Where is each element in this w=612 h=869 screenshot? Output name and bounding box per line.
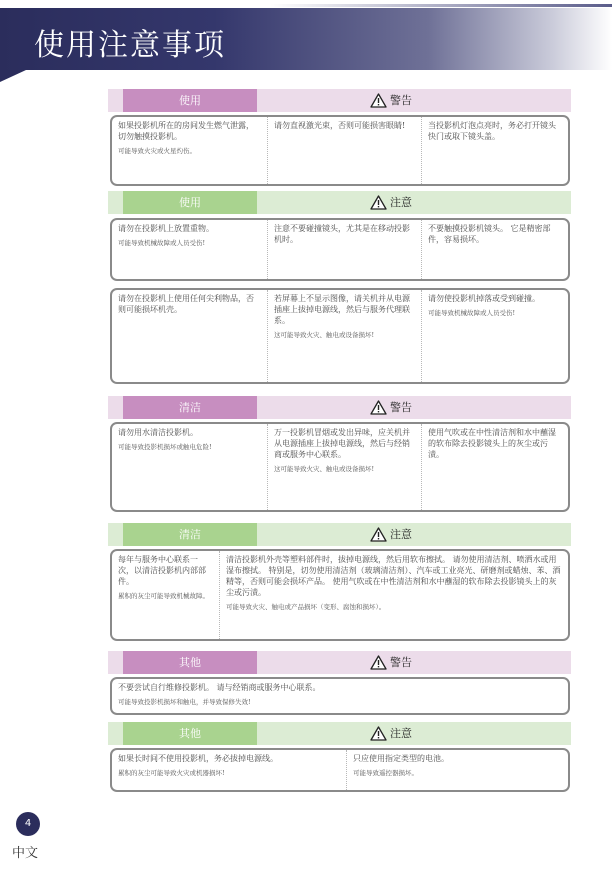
category-label: 使用	[123, 89, 257, 112]
section-use-warning	[108, 89, 571, 155]
warning-triangle-icon	[370, 93, 387, 108]
warning-triangle-icon	[370, 195, 387, 210]
section-bar	[108, 523, 571, 546]
page-number-badge	[16, 812, 40, 836]
notice-box	[110, 549, 570, 641]
notice-cell: 不要触摸投影机镜头。 它是精密部件，容易损坏。	[421, 220, 568, 279]
notice-box	[110, 677, 570, 715]
page-title: 使用注意事项	[34, 28, 226, 63]
level-label: 注意	[370, 722, 412, 745]
notice-cell: 只应使用指定类型的电池。 可能导致遥控器损坏。	[346, 750, 568, 790]
notice-cell: 请勿使投影机掉落或受到碰撞。 可能导致机械故障或人员受伤!	[421, 290, 568, 382]
level-label: 注意	[370, 191, 412, 214]
notice-box	[110, 115, 570, 186]
notice-cell: 如果投影机所在的房间发生燃气泄露，切勿触摸投影机。 可能导致火灾或火星灼伤。	[118, 121, 254, 155]
notice-cell: 当投影机灯泡点亮时，务必打开镜头快门或取下镜头盖。	[421, 117, 568, 184]
section-bar	[108, 722, 571, 745]
section-use-caution	[108, 191, 571, 339]
section-clean-warning	[108, 396, 571, 473]
notice-cell: 不要尝试自行维修投影机。 请与经销商或服务中心联系。 可能导致投影机损坏和触电，并导致保修失效!	[118, 683, 321, 706]
warning-triangle-icon	[370, 726, 387, 741]
level-label: 警告	[370, 89, 412, 112]
notice-cell: 如果长时间不使用投影机，务必拔掉电源线。 累积的灰尘可能导致火灾或机器损坏!	[118, 754, 278, 777]
notice-box	[110, 422, 570, 512]
category-label: 其他	[123, 651, 257, 674]
section-bar	[108, 651, 571, 674]
warning-triangle-icon	[370, 527, 387, 542]
language-label: 中文	[12, 846, 39, 861]
notice-cell: 使用气吹或在中性清洁剂和水中蘸湿的软布除去投影镜头上的灰尘或污渍。	[421, 424, 568, 510]
notice-cell: 若屏幕上不显示图像，请关机并从电源插座上拔掉电源线，然后与服务代理联系。 这可能导致火灾、触电或设备损坏!	[267, 290, 421, 382]
section-bar	[108, 89, 571, 112]
section-bar	[108, 191, 571, 214]
notice-box	[110, 288, 570, 384]
section-bar	[108, 396, 571, 419]
notice-cell: 请勿直视激光束，否则可能损害眼睛!	[267, 117, 421, 184]
section-other-warning	[108, 651, 571, 706]
notice-box	[110, 748, 570, 792]
header-tail	[0, 70, 26, 82]
category-label: 清洁	[123, 396, 257, 419]
level-label: 警告	[370, 396, 412, 419]
section-other-caution	[108, 722, 571, 777]
warning-triangle-icon	[370, 655, 387, 670]
category-label: 其他	[123, 722, 257, 745]
notice-cell: 请勿在投影机上使用任何尖利物品，否则可能损坏机壳。	[118, 294, 254, 314]
header-accent-line	[270, 4, 612, 7]
notice-cell: 注意不要碰撞镜头，尤其是在移动投影机时。	[267, 220, 421, 279]
notice-cell: 请勿用水清洁投影机。 可能导致投影机损坏或触电危险!	[118, 428, 212, 451]
page-header	[0, 0, 612, 82]
category-label: 清洁	[123, 523, 257, 546]
notice-cell: 请勿在投影机上放置重物。 可能导致机械故障或人员受伤!	[118, 224, 214, 247]
page-number: 4	[24, 818, 32, 829]
level-label: 注意	[370, 523, 412, 546]
notice-box	[110, 218, 570, 281]
warning-triangle-icon	[370, 400, 387, 415]
level-label: 警告	[370, 651, 412, 674]
notice-cell: 清洁投影机外壳等塑料部件时，拔掉电源线，然后用软布擦拭。 请勿使用清洁剂、喷洒水或用湿布擦拭。 特别是，切勿使用清洁剂（玻璃清洁剂）、汽车或工业亮光、研磨剂或蜡烛、苯、酒精等，否则可能会损坏产品。 使用气吹或在中性清洁剂和水中蘸湿的软布除去投影镜头上的灰尘或污渍。 可能导致火灾、触电或产品损坏（变形、腐蚀和损坏）。	[219, 551, 568, 639]
section-clean-caution	[108, 523, 571, 611]
category-label: 使用	[123, 191, 257, 214]
notice-cell: 万一投影机冒烟或发出异味，应关机并从电源插座上拔掉电源线，然后与经销商或服务中心联系。 这可能导致火灾、触电或设备损坏!	[267, 424, 421, 510]
notice-cell: 每年与服务中心联系一次，以清洁投影机内部部件。 累积的灰尘可能导致机械故障。	[118, 555, 209, 600]
